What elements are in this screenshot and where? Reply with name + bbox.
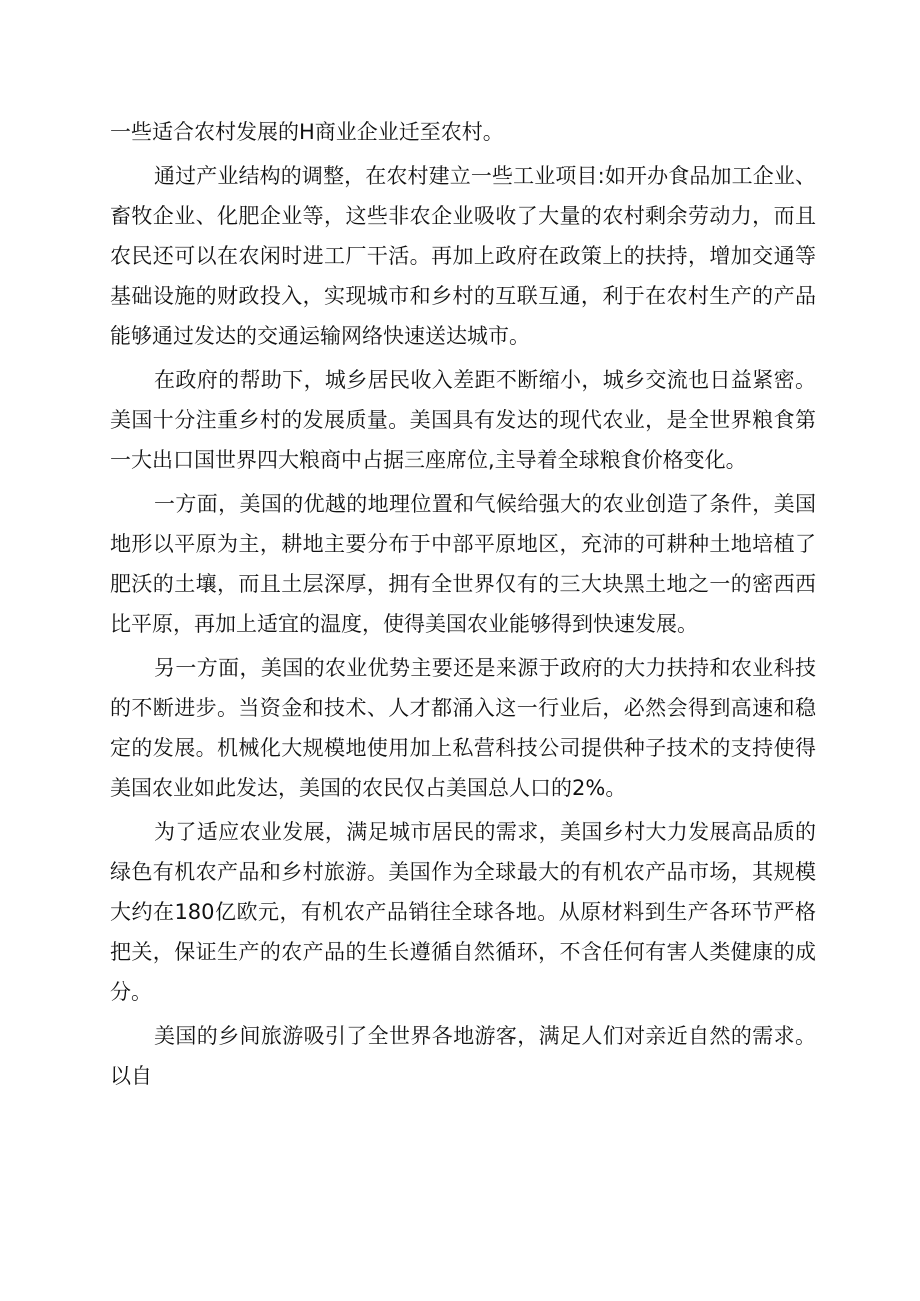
document-body [110,112,816,1096]
paragraph-1: 一些适合农村发展的H商业企业迁至农村。 [110,120,504,144]
paragraph-2: 通过产业结构的调整，在农村建立一些工业项目:如开办食品加工企业、畜牧企业、化肥企业等，这些非农企业吸收了大量的农村剩余劳动力，而且农民还可以在农闲时进工厂干活。再加上政府在政策上的扶持，增加交通等基础设施的财政投入，实现城市和乡村的互联互通，利于在农村生产的产品能够通过发达的交通运输网络快速送达城市。 [110,164,816,348]
paragraph-7: 美国的乡间旅游吸引了全世界各地游客，满足人们对亲近自然的需求。以自 [110,1024,816,1088]
paragraph-4: 一方面，美国的优越的地理位置和气候给强大的农业创造了条件，美国地形以平原为主，耕地主要分布于中部平原地区，充沛的可耕种土地培植了肥沃的土壤，而且土层深厚，拥有全世界仅有的三大块黑土地之一的密西西比平原，再加上适宜的温度，使得美国农业能够得到快速发展。 [110,492,816,636]
paragraph-3: 在政府的帮助下，城乡居民收入差距不断缩小，城乡交流也日益紧密。美国十分注重乡村的发展质量。美国具有发达的现代农业，是全世界粮食第一大出口国世界四大粮商中占据三座席位,主导着全球粮食价格变化。 [110,368,816,472]
paragraph-5: 另一方面，美国的农业优势主要还是来源于政府的大力扶持和农业科技的不断进步。当资金和技术、人才都涌入这一行业后，必然会得到高速和稳定的发展。机械化大规模地使用加上私营科技公司提供种子技术的支持使得美国农业如此发达，美国的农民仅占美国总人口的2%。 [110,656,816,800]
paragraph-6: 为了适应农业发展，满足城市居民的需求，美国乡村大力发展高品质的绿色有机农产品和乡村旅游。美国作为全球最大的有机农产品市场，其规模大约在180亿欧元，有机农产品销往全球各地。从原材料到生产各环节严格把关，保证生产的农产品的生长遵循自然循环，不含任何有害人类健康的成分。 [110,820,816,1004]
